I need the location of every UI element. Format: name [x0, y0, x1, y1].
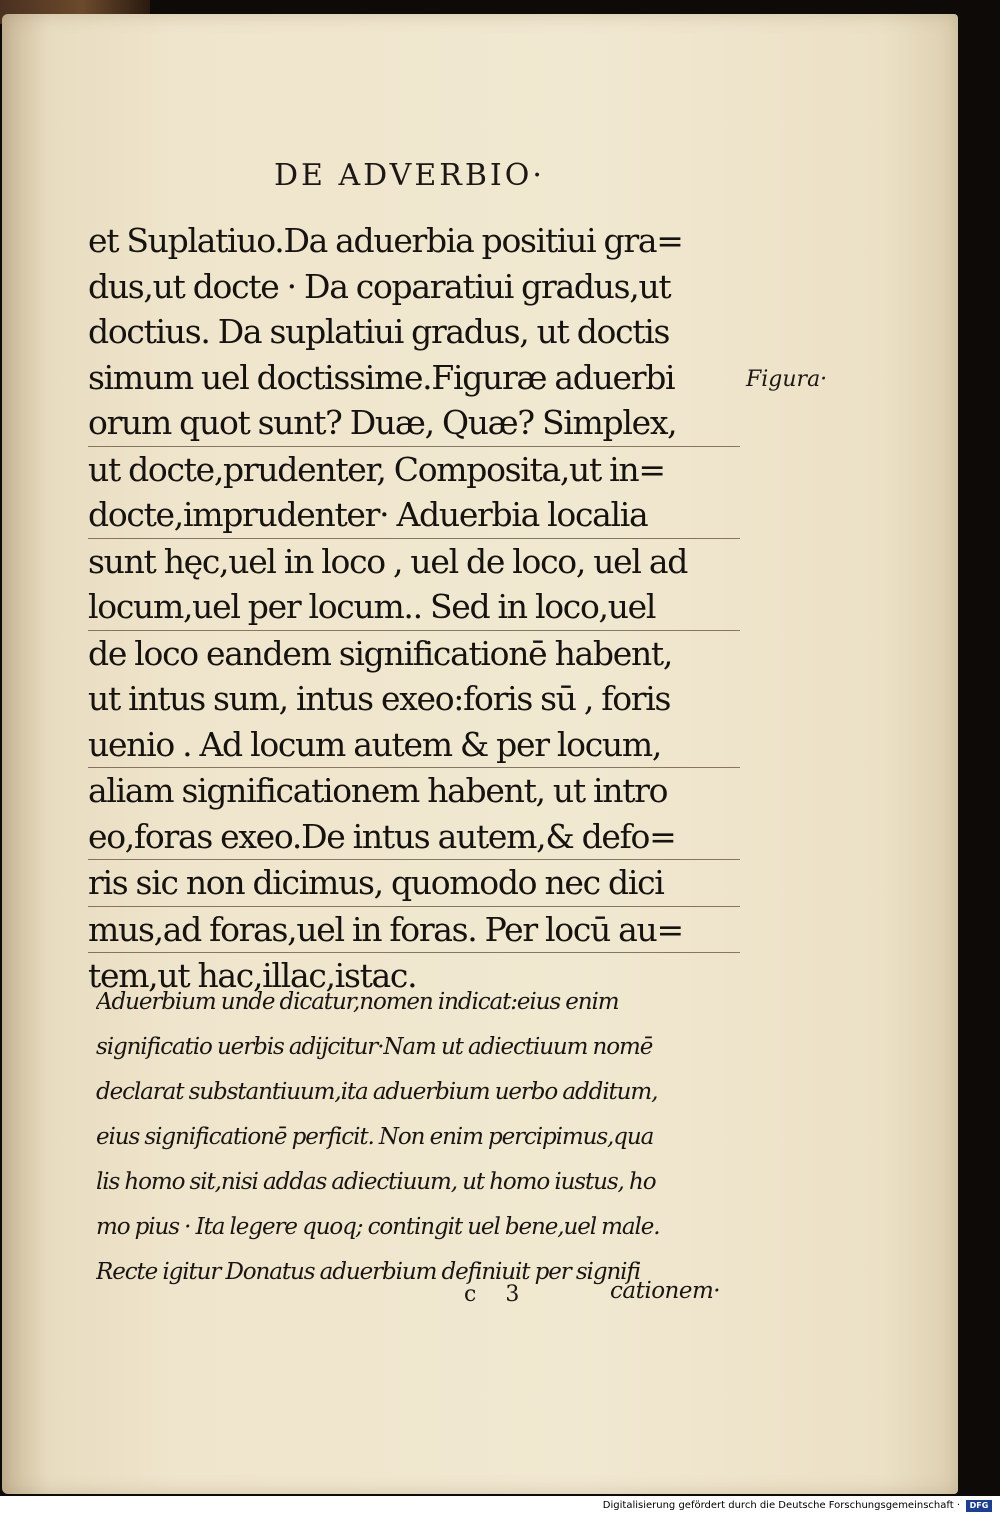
commentary-line: eius significationē perficit. Non enim percipimus,qua: [96, 1124, 654, 1150]
commentary-line: declarat substantiuum,ita aduerbium uerbo additum,: [96, 1079, 658, 1105]
text-line: tem,ut hac,illac,istac.: [88, 956, 417, 995]
commentary-text: [96, 980, 742, 1295]
funding-credit: Digitalisierung gefördert durch die Deutsche Forschungsgemeinschaft ·: [602, 1500, 960, 1511]
text-line-underlined: ris sic non dicimus, quomodo nec dici: [88, 860, 740, 907]
text-line: dus,ut docte · Da coparatiui gradus,ut: [88, 266, 671, 306]
running-head: DE ADVERBIO·: [274, 158, 545, 193]
dfg-logo-icon: DFG: [966, 1500, 992, 1512]
commentary-line: Aduerbium unde dicatur,nomen indicat:eius enim: [96, 989, 619, 1015]
text-line-underlined: docte,imprudenter· Aduerbia localia: [88, 492, 740, 539]
text-line-underlined: locum,uel per locum.. Sed in loco,uel: [88, 584, 740, 631]
commentary-line: Recte igitur Donatus aduerbium definiuit per signifi: [96, 1259, 641, 1285]
margin-note: Figura·: [746, 367, 828, 392]
text-line-underlined: eo,foras exeo.De intus autem,& defo=: [88, 814, 740, 861]
text-line: sunt hęc,uel in loco , uel de loco, uel ad: [88, 541, 688, 581]
commentary-line: lis homo sit,nisi addas adiectiuum, ut homo iustus, ho: [96, 1169, 656, 1195]
text-line-underlined: mus,ad foras,uel in foras. Per locū au=: [88, 907, 740, 954]
main-text: [88, 218, 740, 999]
text-line: ut intus sum, intus exeo:foris sū , foris: [88, 679, 671, 718]
text-line-underlined: uenio . Ad locum autem & per locum,: [88, 722, 740, 769]
text-line-underlined: orum quot sunt? Duæ, Quæ? Simplex,: [88, 400, 740, 447]
text-line: simum uel doctissime.Figuræ aduerbi: [88, 357, 675, 397]
signature-mark: c 3: [464, 1282, 520, 1307]
catchword: cationem·: [610, 1278, 721, 1304]
book-page: [2, 14, 958, 1494]
text-line: aliam significationem habent, ut intro: [88, 771, 668, 810]
commentary-line: significatio uerbis adijcitur·Nam ut adiectiuum nomē: [96, 1034, 653, 1060]
text-line: doctius. Da suplatiui gradus, ut doctis: [88, 312, 670, 351]
text-line: de loco eandem significationē habent,: [88, 633, 673, 673]
text-line: et Suplatiuo.Da aduerbia positiui gra=: [88, 221, 683, 260]
commentary-line: mo pius · Ita legere quoq; contingit uel bene,uel male.: [96, 1214, 660, 1240]
text-line: ut docte,prudenter, Composita,ut in=: [88, 449, 665, 489]
